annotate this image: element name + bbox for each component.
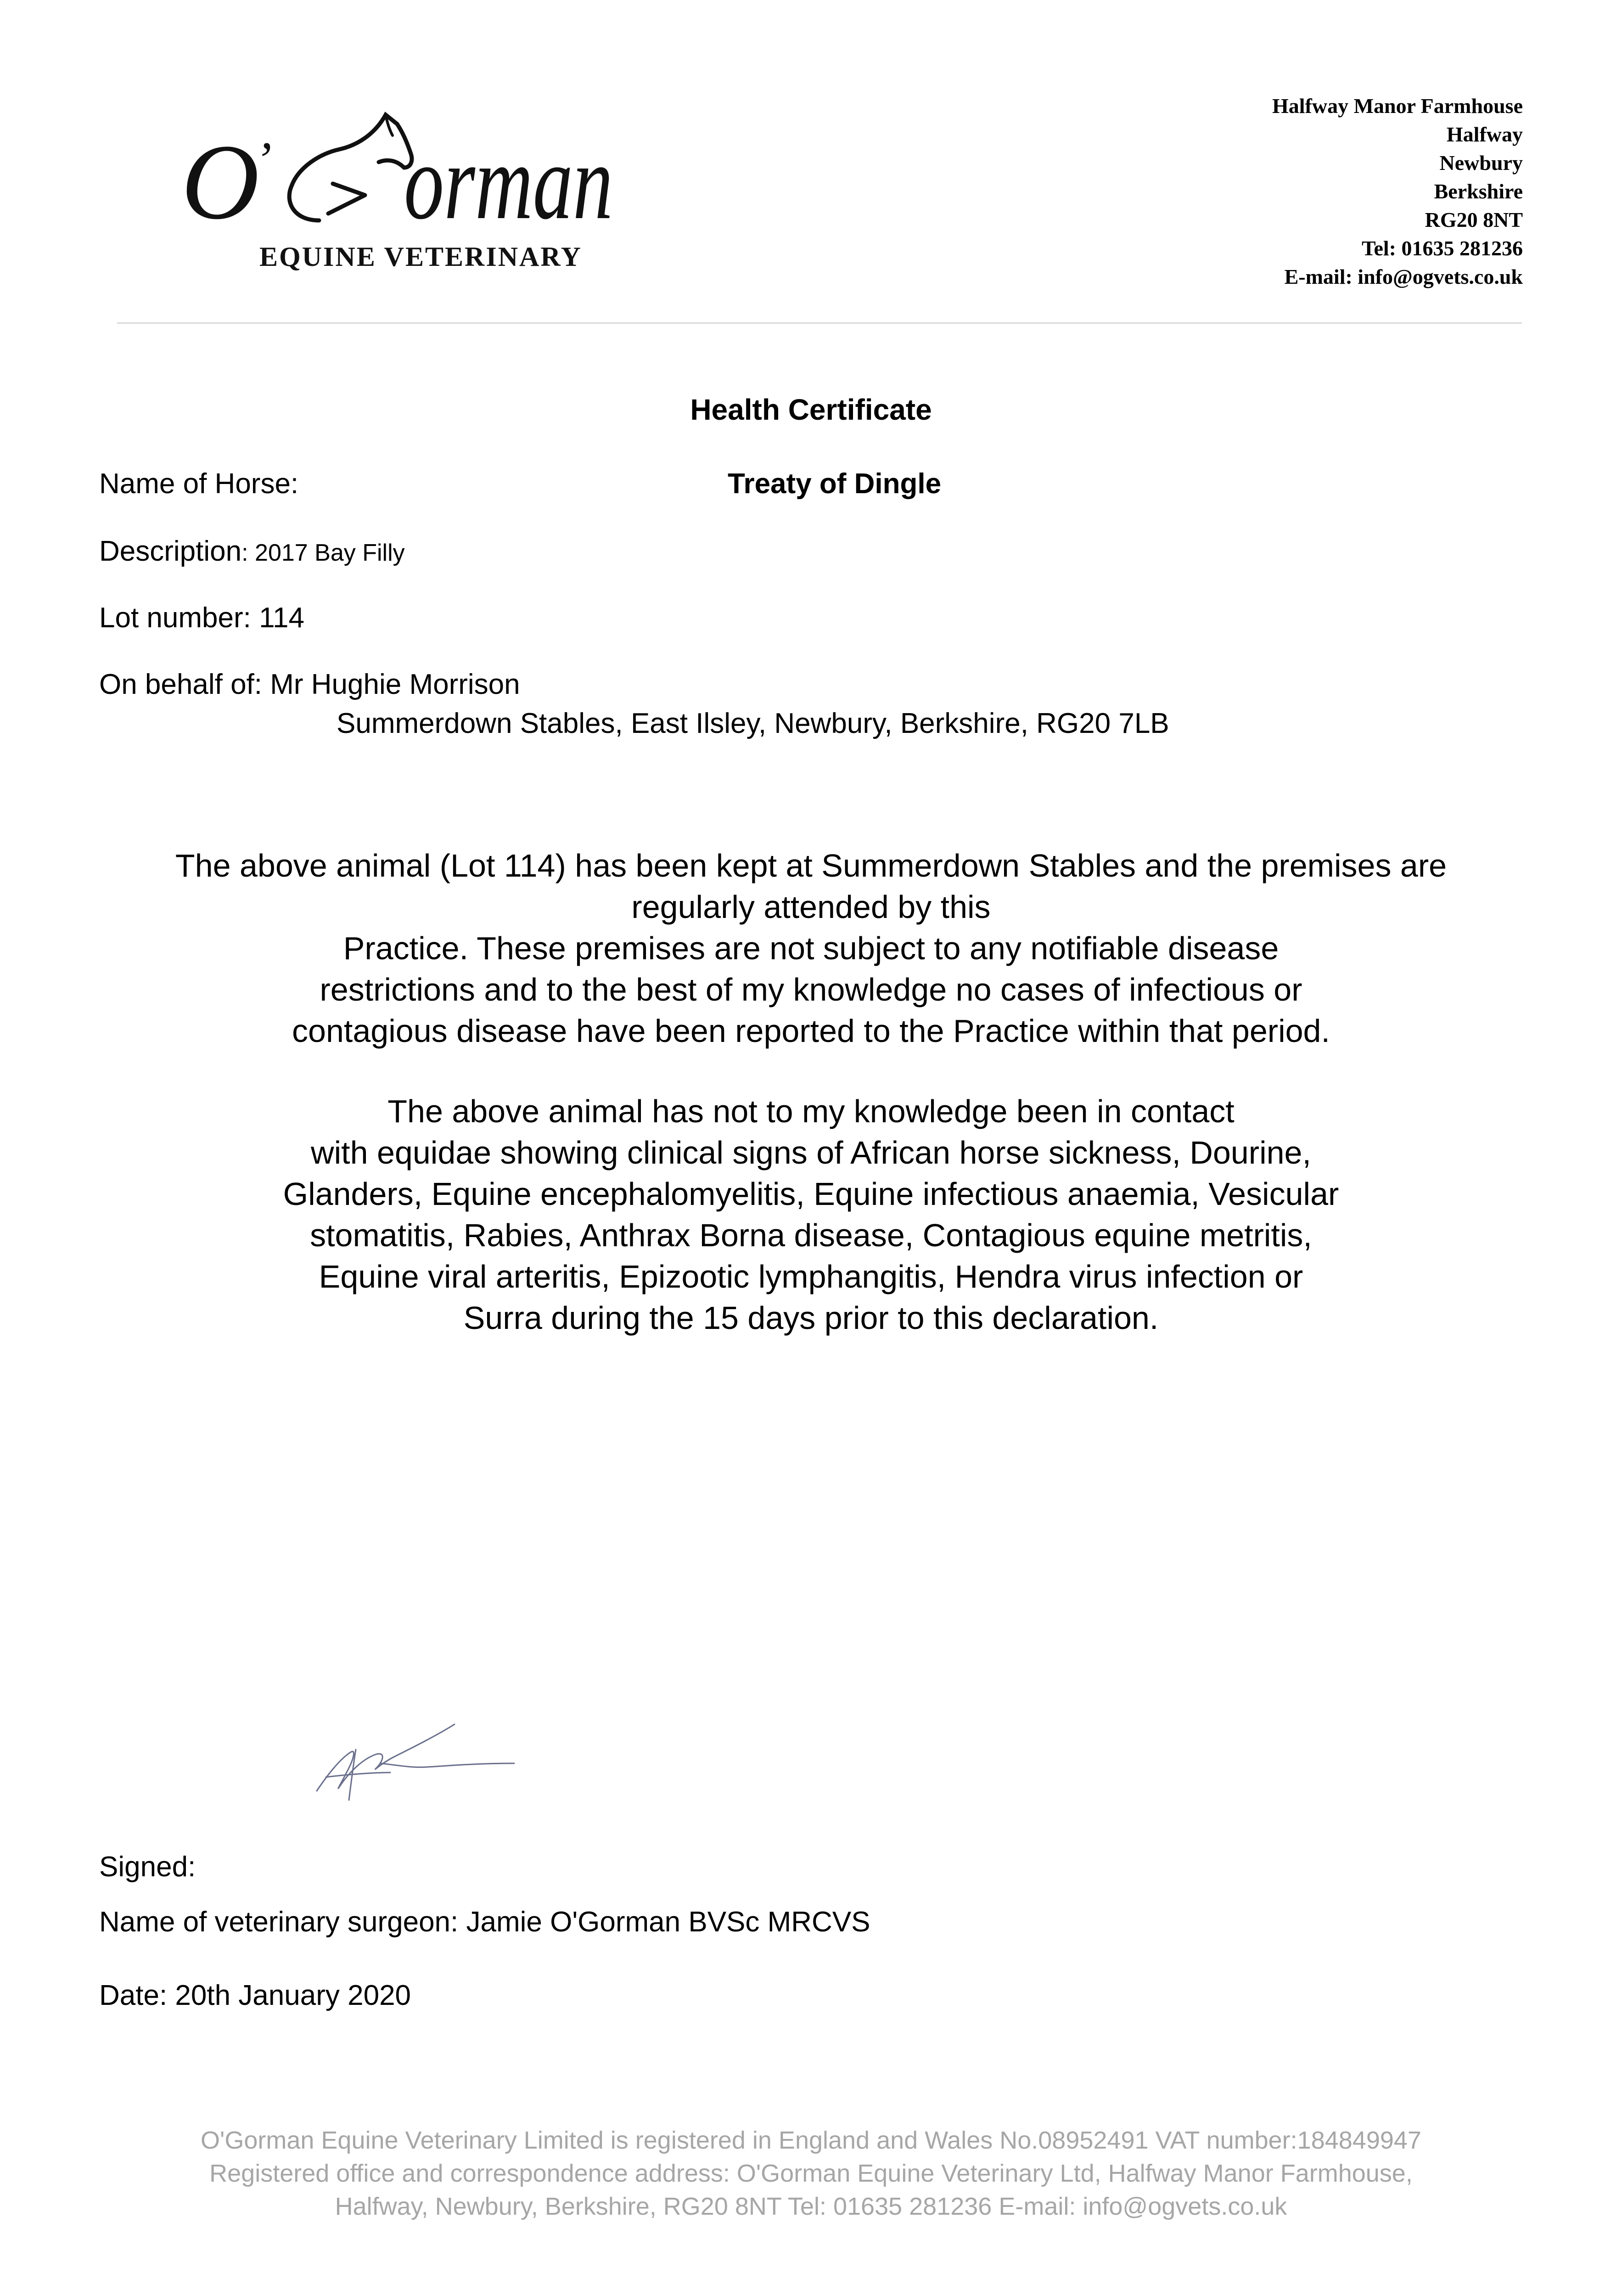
signature-image bbox=[308, 1708, 523, 1809]
document-title: Health Certificate bbox=[690, 393, 932, 426]
address-phone: Tel: 01635 281236 bbox=[1362, 236, 1523, 260]
svg-text:’: ’ bbox=[255, 132, 272, 188]
address-email: E-mail: info@ogvets.co.uk bbox=[1284, 265, 1523, 288]
paragraph-line: Equine viral arteritis, Epizootic lymphangitis, Hendra virus infection or bbox=[319, 1259, 1303, 1294]
paragraph-line: contagious disease have been reported to the Practice within that period. bbox=[292, 1013, 1330, 1049]
address-line: Halfway bbox=[1446, 123, 1523, 146]
owner-address: Summerdown Stables, East Ilsley, Newbury, Berkshire, RG20 7LB bbox=[337, 708, 1169, 739]
svg-text:orman: orman bbox=[404, 122, 613, 242]
paragraph-line: regularly attended by this bbox=[631, 889, 991, 925]
paragraph-line: with equidae showing clinical signs of African horse sickness, Dourine, bbox=[311, 1135, 1311, 1171]
paragraph-line: Surra during the 15 days prior to this declaration. bbox=[463, 1300, 1159, 1336]
company-logo bbox=[181, 103, 617, 278]
footer-line: Registered office and correspondence address: O'Gorman Equine Veterinary Ltd, Halfway Manor Farmhouse, bbox=[209, 2160, 1413, 2187]
paragraph-line: The above animal has not to my knowledge been in contact bbox=[387, 1093, 1235, 1129]
veterinary-surgeon: Name of veterinary surgeon: Jamie O'Gorman BVSc MRCVS bbox=[99, 1906, 870, 1938]
certificate-date: Date: 20th January 2020 bbox=[99, 1980, 411, 2011]
address-line: Halfway Manor Farmhouse bbox=[1272, 94, 1523, 118]
declaration-paragraph-2 bbox=[69, 1091, 1553, 1339]
address-line: Newbury bbox=[1439, 151, 1523, 174]
paragraph-line: Glanders, Equine encephalomyelitis, Equine infectious anaemia, Vesicular bbox=[283, 1176, 1339, 1212]
description-value: : 2017 Bay Filly bbox=[241, 540, 405, 566]
description-row bbox=[99, 535, 405, 568]
paragraph-line: stomatitis, Rabies, Anthrax Borna disease, Contagious equine metritis, bbox=[310, 1217, 1312, 1253]
horse-name-label: Name of Horse: bbox=[99, 468, 299, 500]
header-divider bbox=[117, 322, 1522, 324]
footer-line: Halfway, Newbury, Berkshire, RG20 8NT Tel: 01635 281236 E-mail: info@ogvets.co.uk bbox=[335, 2193, 1287, 2220]
page-footer bbox=[0, 2124, 1622, 2223]
footer-line: O'Gorman Equine Veterinary Limited is registered in England and Wales No.08952491 VAT number:184849947 bbox=[201, 2127, 1421, 2154]
logo-tagline: EQUINE VETERINARY bbox=[259, 242, 582, 272]
paragraph-line: restrictions and to the best of my knowledge no cases of infectious or bbox=[320, 972, 1302, 1007]
address-line: Berkshire bbox=[1434, 180, 1523, 203]
svg-text:O: O bbox=[181, 122, 259, 242]
on-behalf-of: On behalf of: Mr Hughie Morrison bbox=[99, 669, 520, 700]
declaration-paragraph-1 bbox=[69, 845, 1553, 1052]
description-label: Description bbox=[99, 535, 242, 567]
paragraph-line: The above animal (Lot 114) has been kept at Summerdown Stables and the premises are bbox=[175, 848, 1447, 884]
lot-number: Lot number: 114 bbox=[99, 602, 304, 634]
horse-name-value: Treaty of Dingle bbox=[728, 468, 942, 500]
signed-label: Signed: bbox=[99, 1851, 196, 1883]
address-line: RG20 8NT bbox=[1425, 208, 1523, 231]
paragraph-line: Practice. These premises are not subject to any notifiable disease bbox=[343, 930, 1279, 966]
practice-address bbox=[1272, 92, 1523, 291]
